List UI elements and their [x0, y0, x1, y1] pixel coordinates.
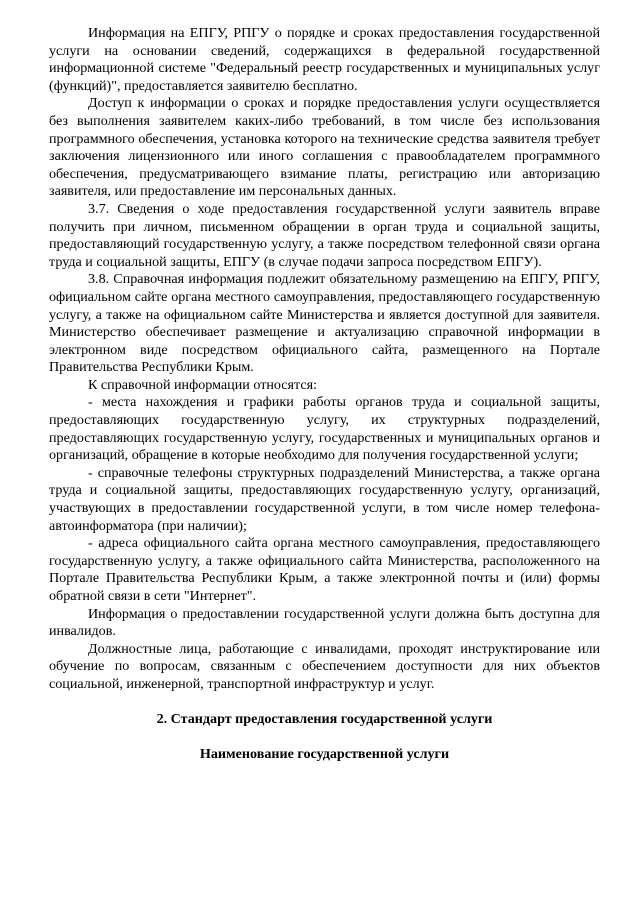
list-item-locations: - места нахождения и графики работы органов труда и социальной защиты, предоставляющих государственную услугу, их структурных подразделений, предоставляющих государственную услугу, государственных и муниципальных органов и организаций, обращение в которые необходимо для получения государственной услуги; — [49, 394, 600, 464]
section-heading: 2. Стандарт предоставления государственной услуги — [156, 710, 493, 727]
paragraph-access-info: Доступ к информации о сроках и порядке предоставления услуги осуществляется без выполнения заявителем каких-либо требований, в том числе без использования программного обеспечения, установка которого на технические средства заявителя требует заключения лицензионного или иного соглашения с правообладателем программного обеспечения, предусматривающего взимание платы, регистрацию или авторизацию заявителя, или предоставление им персональных данных. — [49, 95, 600, 200]
document-page — [49, 25, 600, 764]
paragraph-info-epgu: Информация на ЕПГУ, РПГУ о порядке и сроках предоставления государственной услуги на основании сведений, содержащихся в федеральной государственной информационной системе "Федеральный реестр государственных и муниципальных услуг (функций)", предоставляется заявителю бесплатно. — [49, 25, 600, 94]
paragraph-3-8: 3.8. Справочная информация подлежит обязательному размещению на ЕПГУ, РПГУ, официальном сайте органа местного самоуправления, предоставляющего государственную услугу, а также на официальном сайте Министерства и является доступной для заявителя. Министерство обеспечивает размещение и актуализацию справочной информации в электронном виде посредством официального сайта, размещенного на Портале Правительства Республики Крым. — [49, 271, 600, 376]
subsection-heading: Наименование государственной услуги — [199, 746, 450, 763]
paragraph-reference-intro: К справочной информации относятся: — [88, 376, 318, 393]
paragraph-officials: Должностные лица, работающие с инвалидами, проходят инструктирование или обучение по вопросам, связанным с обеспечением доступности для них объектов социальной, инженерной, транспортной инфраструктур и услуг. — [49, 640, 600, 692]
paragraph-accessibility: Информация о предоставлении государственной услуги должна быть доступна для инвалидов. — [49, 605, 600, 640]
list-item-phones: - справочные телефоны структурных подразделений Министерства, а также органа труда и социальной защиты, предоставляющих государственную услугу, организаций, участвующих в предоставлении государственной услуги, в том числе номер телефона-автоинформатора (при наличии); — [49, 464, 600, 534]
list-item-addresses: - адреса официального сайта органа местного самоуправления, предоставляющего государственную услугу, а также официального сайта Министерства, расположенного на Портале Правительства Республики Крым, а также электронной почты и (или) формы обратной связи в сети "Интернет". — [49, 535, 600, 604]
paragraph-3-7: 3.7. Сведения о ходе предоставления государственной услуги заявитель вправе получить при личном, письменном обращении в орган труда и социальной защиты, предоставляющий государственную услугу, а также посредством телефонной связи органа труда и социальной защиты, ЕПГУ (в случае подачи запроса посредством ЕПГУ). — [49, 200, 600, 270]
